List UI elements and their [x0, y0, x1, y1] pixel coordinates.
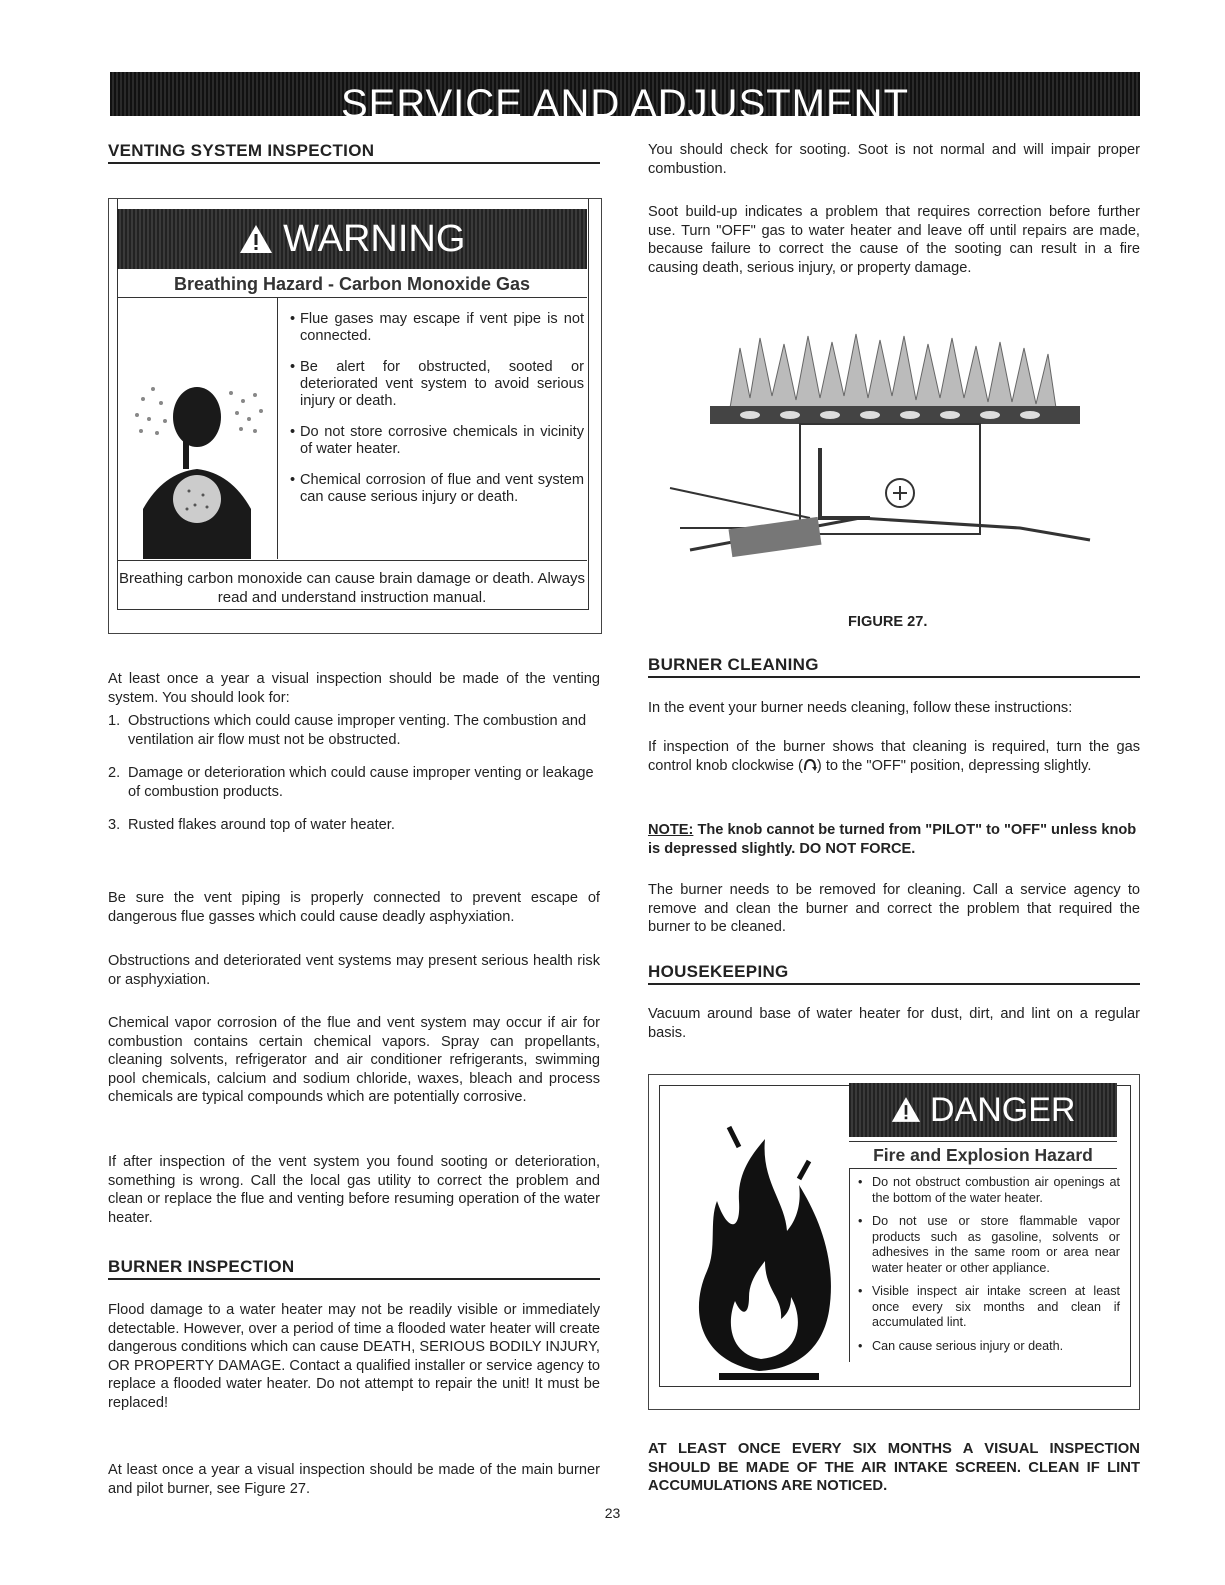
breathing-hazard-icon [123, 369, 273, 559]
burner-cleaning-heading: BURNER CLEANING [648, 655, 1140, 678]
paragraph: Be sure the vent piping is properly connected to prevent escape of dangerous flue gasses which could cause deadly asphyxiation. [108, 890, 600, 925]
danger-title: DANGER [849, 1083, 1117, 1137]
paragraph: In the event your burner needs cleaning, follow these instructions: [648, 700, 1073, 716]
page-number: 23 [604, 1505, 621, 1521]
fire-hazard-icon [669, 1121, 849, 1391]
burner-inspection-heading: BURNER INSPECTION [108, 1257, 600, 1280]
danger-bullet-list [849, 1169, 1120, 1362]
paragraph: Soot build-up indicates a problem that requires correction before further use. Turn "OFF" gas to water heater and leave off until repairs are made, because failure to correct the cause of the sooting can result in a fire causing death, serious injury, or property damage. [648, 204, 1140, 276]
paragraph: If after inspection of the vent system you found sooting or deterioration, something is wrong. Call the local gas utility to correct the problem and clean or replace the flue and venting before resuming operation of the water heater. [108, 1154, 600, 1226]
list-item: • Flue gases may escape if vent pipe is not connected. [278, 311, 584, 345]
closing-notice: AT LEAST ONCE EVERY SIX MONTHS A VISUAL INSPECTION SHOULD BE MADE OF THE AIR INTAKE SCREEN. CLEAN IF LINT ACCUMULATIONS ARE NOTICED. [648, 1441, 1140, 1494]
paragraph: At least once a year a visual inspection should be made of the venting system. You should look for: [108, 671, 600, 706]
venting-heading: VENTING SYSTEM INSPECTION [108, 141, 600, 164]
danger-subtitle: Fire and Explosion Hazard [849, 1141, 1117, 1169]
paragraph: The burner needs to be removed for cleaning. Call a service agency to remove and clean the burner and correct the problem that required the burner to be cleaned. [648, 882, 1140, 935]
warning-triangle-icon [891, 1096, 921, 1123]
list-item: • Chemical corrosion of flue and vent system can cause serious injury or death. [278, 472, 584, 506]
list-item: 3. Rusted flakes around top of water heater. [108, 817, 395, 833]
figure-caption: FIGURE 27. [848, 614, 928, 630]
warning-footer: Breathing carbon monoxide can cause brain damage or death. Always read and understand instruction manual. [117, 560, 587, 607]
list-item: • Be alert for obstructed, sooted or deteriorated vent system to avoid serious injury or death. [278, 359, 584, 410]
list-item: 1. Obstructions which could cause improper venting. The combustion and ventilation air flow must not be obstructed. [108, 713, 587, 748]
paragraph: Chemical vapor corrosion of the flue and vent system may occur if air for combustion contains certain chemical vapors. Spray can propellants, cleaning solvents, refrigerator and air conditioner refrigerants, swimming pool chemicals, calcium and sodium chloride, waxes, bleach and process chemicals are typical compounds which are potentially corrosive. [108, 1015, 600, 1105]
note: NOTE: The knob cannot be turned from "PILOT" to "OFF" unless knob is depressed slightly. DO NOT FORCE. [648, 822, 1137, 857]
warning-triangle-icon [239, 224, 273, 254]
paragraph: If inspection of the burner shows that cleaning is required, turn the gas control knob clockwise ( ) to the "OFF" position, depressing slightly. [648, 739, 1140, 774]
list-item: • Do not use or store flammable vapor products such as gasoline, solvents or adhesives in the same room or area near water heater or other appliance. [854, 1214, 1120, 1276]
warning-box [108, 198, 602, 634]
list-item: • Do not obstruct combustion air openings at the bottom of the water heater. [854, 1175, 1120, 1206]
warning-subtitle: Breathing Hazard - Carbon Monoxide Gas [117, 271, 587, 298]
warning-title: WARNING [117, 209, 587, 269]
burner-figure [660, 318, 1100, 578]
list-item: • Can cause serious injury or death. [854, 1339, 1120, 1355]
inspection-list [108, 712, 600, 850]
counterclockwise-arrow-icon [803, 758, 817, 772]
paragraph: You should check for sooting. Soot is not normal and will impair proper combustion. [648, 142, 1140, 177]
paragraph: Flood damage to a water heater may not be readily visible or immediately detectable. However, over a period of time a flooded water heater will create dangerous conditions which can cause DEATH, SERIOUS BODILY INJURY, OR PROPERTY DAMAGE. Contact a qualified installer or service agency to replace a flooded water heater. Do not attempt to repair the unit! It must be replaced! [108, 1302, 600, 1411]
section-banner: SERVICE AND ADJUSTMENT [110, 72, 1140, 116]
paragraph: Obstructions and deteriorated vent systems may present serious health risk or asphyxiation. [108, 953, 600, 988]
paragraph: Vacuum around base of water heater for dust, dirt, and lint on a regular basis. [648, 1006, 1140, 1041]
list-item: • Do not store corrosive chemicals in vicinity of water heater. [278, 424, 584, 458]
list-item: 2. Damage or deterioration which could cause improper venting or leakage of combustion products. [108, 765, 594, 800]
list-item: • Visible inspect air intake screen at least once every six months and clean if accumulated lint. [854, 1284, 1120, 1331]
paragraph: At least once a year a visual inspection should be made of the main burner and pilot burner, see Figure 27. [108, 1462, 600, 1497]
danger-box [648, 1074, 1140, 1410]
warning-bullet-list [277, 297, 584, 559]
housekeeping-heading: HOUSEKEEPING [648, 962, 1140, 985]
